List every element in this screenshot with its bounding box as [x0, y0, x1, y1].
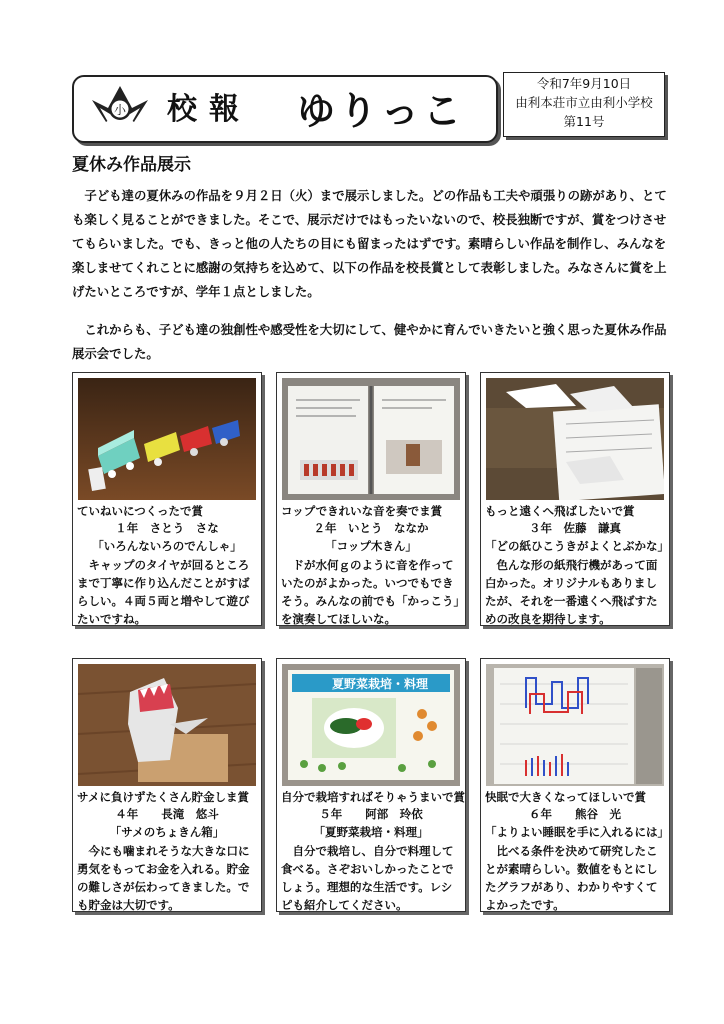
award-title: 自分で栽培すればそりゃうまいで賞: [281, 790, 465, 804]
issue-date: 令和7年9月10日: [536, 76, 632, 91]
award-work-title: 「どの紙ひこうきがよくとぶかな」: [485, 539, 669, 553]
photo-sleep-chart: [486, 664, 664, 786]
award-comment: 自分で栽培し、自分で料理して食べる。さぞおいしかったことでしょう。理想的な生活です。レシピも紹介してください。: [281, 844, 454, 912]
award-work-title: 「よりよい睡眠を手に入れるには」: [485, 825, 669, 839]
award-card-2: [276, 372, 466, 626]
award-card-3: [480, 372, 670, 626]
masthead-name: ゆりっこ: [297, 88, 466, 133]
award-comment: 比べる条件を決めて研究したことが素晴らしい。数値をもとにしたグラフがあり、わかりやすくてよかったです。: [485, 844, 658, 912]
award-card-5: [276, 658, 466, 912]
award-work-title: 「夏野菜栽培・料理」: [313, 825, 429, 839]
issue-number: 第11号: [563, 114, 605, 129]
award-comment: 色んな形の紙飛行機があって面白かった。オリジナルもありましたが、それを一番遠くへ飛ばすための改良を期待します。: [485, 558, 658, 626]
school-emblem-icon: [90, 78, 150, 136]
photo-vegetable-poster: [282, 664, 460, 786]
award-comment: キャップのタイヤが回るところまで丁寧に作り込んだことがすばらしい。４両５両と増やして遊びたいですね。: [77, 558, 250, 626]
award-work-title: 「サメのちょきん箱」: [109, 825, 225, 839]
award-student: ６年 熊谷 光: [529, 807, 621, 821]
award-comment: 今にも噛まれそうな大きな口に勇気をもってお金を入れる。貯金の難しさが伝わってきました。でも貯金は大切です。: [77, 844, 250, 912]
award-student: ３年 佐藤 謙真: [529, 521, 621, 535]
school-name: 由利本荘市立由利小学校: [515, 95, 653, 110]
award-student: ４年 長滝 悠斗: [115, 807, 219, 821]
award-title: コップできれいな音を奏でま賞: [281, 504, 443, 518]
photo-cup-xylophone-notebook: [282, 378, 460, 500]
masthead-title: 校報: [167, 92, 251, 127]
poster-title: 夏野菜栽培・料理: [332, 677, 429, 691]
award-work-title: 「いろんないろのでんしゃ」: [92, 539, 242, 553]
award-card-4: [72, 658, 262, 912]
award-comment: ドが水何ｇのように音を作っていたのがよかった。いつでもできそう。みんなの前でも「かっこう」を演奏してほしいな。: [281, 558, 460, 626]
award-card-6: [480, 658, 670, 912]
award-student: １年 さとう さな: [115, 521, 219, 535]
article-headline: 夏休み作品展示: [72, 155, 191, 175]
award-card-1: [72, 372, 262, 626]
issue-info: [503, 72, 665, 137]
photo-shark-bank: [78, 664, 256, 786]
photo-paper-airplanes: [486, 378, 664, 500]
photo-train-toy: [78, 378, 256, 500]
award-title: もっと遠くへ飛ばしたいで賞: [485, 504, 635, 518]
award-title: ていねいにつくったで賞: [77, 504, 204, 518]
award-student: ５年 阿部 玲依: [319, 807, 423, 821]
svg-text:小: 小: [113, 103, 127, 117]
article-paragraph-2: これからも、子ども達の独創性や感受性を大切にして、健やかに育んでいきたいと強く思った夏休み作品展示会でした。: [72, 322, 667, 361]
award-title: サメに負けずたくさん貯金しま賞: [77, 790, 250, 804]
award-student: ２年 いとう ななか: [313, 521, 429, 535]
award-work-title: 「コップ木きん」: [325, 539, 417, 553]
article-paragraph-1: 子ども達の夏休みの作品を９月２日（火）まで展示しました。どの作品も工夫や頑張りの跡があり、とても楽しく見ることができました。そこで、展示だけではもったいないので、校長独断ですが、賞をつけさせてもらいました。でも、きっと他の人たちの目にも留まったはずです。素晴らしい作品を制作し、みんなを楽しませてくれことに感謝の気持ちを込めて、以下の作品を校長賞として表彰しました。みなさんに賞を上げたいところですが、学年１点としました。: [72, 188, 667, 299]
award-title: 快眠で大きくなってほしいで賞: [485, 790, 646, 804]
